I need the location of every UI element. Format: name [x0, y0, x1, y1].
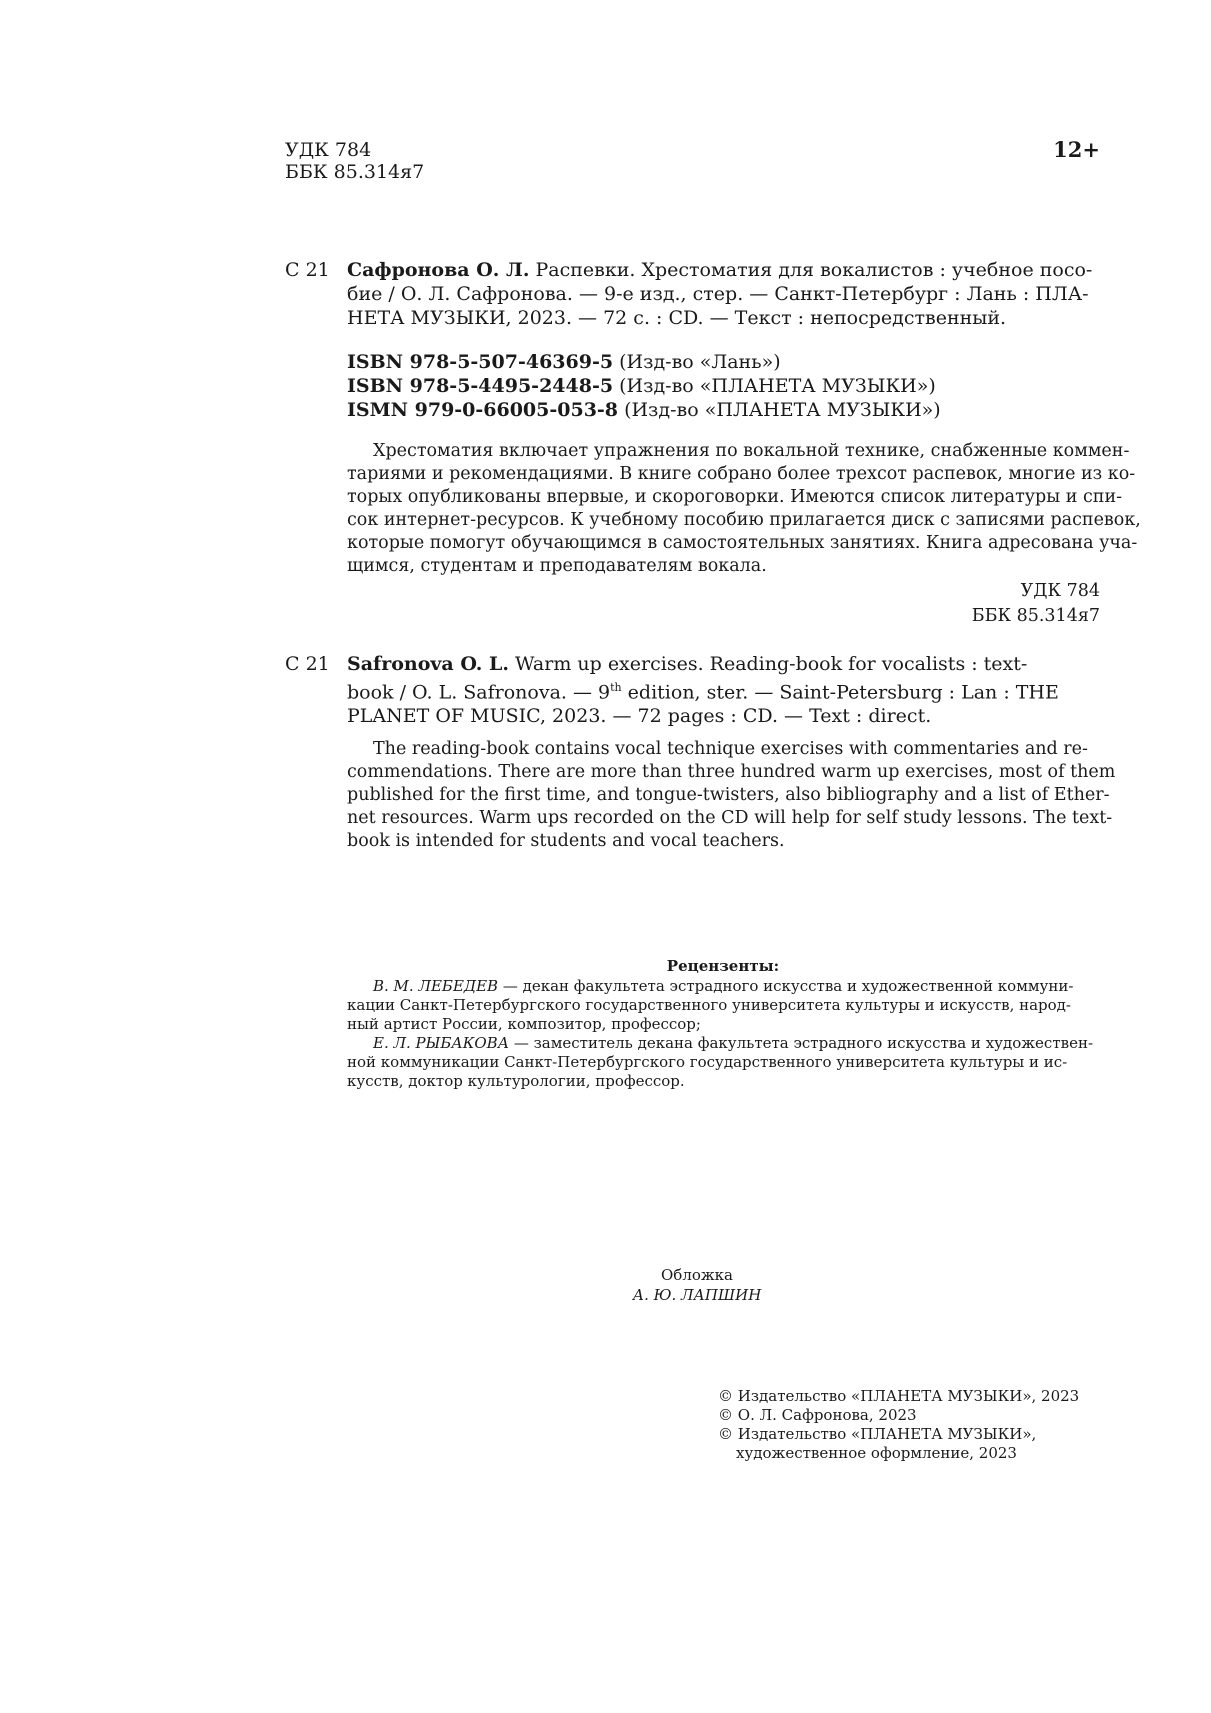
ru-entry-continuation [347, 282, 1099, 330]
reviewer-line: — декан факультета эстрадного искусства и художественной коммуни- [498, 977, 1074, 995]
en-abstract-line: The reading-book contains vocal technique exercises with commentaries and re- [373, 739, 1088, 759]
en-entry-description [347, 652, 1027, 676]
reviewer-1 [373, 977, 1073, 996]
en-abstract [373, 738, 1088, 761]
copyright-line: © О. Л. Сафронова, 2023 [718, 1406, 917, 1424]
en-abstract-line: net resources. Warm ups recorded on the CD will help for self study lessons. The text- [347, 808, 1113, 828]
reviewer-line: — заместитель декана факультета эстрадного искусства и художествен- [509, 1034, 1094, 1052]
reviewer-line: кации Санкт-Петербургского государственного университета культуры и искусств, народ- [347, 996, 1071, 1014]
en-entry-author: Safronova O. L. [347, 653, 509, 675]
en-entry-line2-sup: th [610, 681, 622, 694]
reviewer-line: ный артист России, композитор, профессор; [347, 1015, 701, 1033]
ru-bbk: ББК 85.314я7 [971, 606, 1100, 626]
en-entry-code: С 21 [285, 653, 330, 675]
ru-abstract-line: торых опубликованы впервые, и скороговорки. Имеются список литературы и спи- [347, 487, 1123, 507]
en-entry-line: PLANET OF MUSIC, 2023. — 72 pages : CD. — Text : direct. [347, 705, 932, 728]
ru-abstract-line: Хрестоматия включает упражнения по вокальной технике, снабженные коммен- [373, 441, 1130, 461]
copyright-block [718, 1387, 1079, 1463]
isbn-number: ISBN 978-5-507-46369-5 [347, 351, 614, 373]
ru-entry-line: бие / О. Л. Сафронова. — 9-е изд., стер. — Санкт-Петербург : Лань : ПЛА- [347, 283, 1089, 305]
en-entry-line [347, 676, 1059, 704]
isbn-publisher: (Изд-во «ПЛАНЕТА МУЗЫКИ») [619, 375, 936, 397]
en-abstract-line: book is intended for students and vocal teachers. [347, 831, 785, 851]
reviewer-name: В. М. ЛЕБЕДЕВ [373, 977, 499, 995]
ru-entry-author: Сафронова О. Л. [347, 259, 530, 281]
ru-entry-code: С 21 [285, 259, 330, 281]
isbn-publisher: (Изд-во «Лань») [619, 351, 781, 373]
en-entry-line2-post: edition, ster. — Saint-Petersburg : Lan : THE [621, 681, 1059, 704]
isbn-publisher: (Изд-во «ПЛАНЕТА МУЗЫКИ») [624, 399, 941, 421]
reviewer-line: кусств, доктор культурологии, профессор. [347, 1072, 685, 1090]
isbn-item [347, 350, 941, 374]
reviewer-line: ной коммуникации Санкт-Петербургского государственного университета культуры и ис- [347, 1053, 1068, 1071]
ru-entry-description [347, 258, 1099, 282]
ru-abstract-line: которые помогут обучающимся в самостоятельных занятиях. Книга адресована уча- [347, 533, 1138, 553]
reviewer-2 [373, 1034, 1093, 1053]
copyright-line: художественное оформление, 2023 [736, 1444, 1017, 1462]
bbk-header: ББК 85.314я7 [285, 161, 425, 183]
ru-abstract-line: сок интернет-ресурсов. К учебному пособию прилагается диск с записями распевок, [347, 510, 1141, 530]
en-entry-line2-pre: book / O. L. Safronova. — 9 [347, 681, 611, 704]
isbn-item [347, 398, 941, 422]
copyright-line: © Издательство «ПЛАНЕТА МУЗЫКИ», [718, 1425, 1037, 1443]
en-entry-line: Warm up exercises. Reading-book for vocalists : text- [515, 653, 1028, 675]
ru-abstract-continuation [347, 463, 1141, 578]
ru-entry-line: НЕТА МУЗЫКИ, 2023. — 72 с. : CD. — Текст : непосредственный. [347, 307, 1007, 329]
reviewer-name: Е. Л. РЫБАКОВА [373, 1034, 510, 1052]
en-entry-continuation [347, 676, 1059, 728]
isbn-list [347, 350, 941, 422]
ru-udk: УДК 784 [1020, 581, 1100, 601]
ru-abstract [373, 440, 1129, 463]
en-abstract-continuation [347, 761, 1115, 853]
reviewers-heading: Рецензенты: [666, 957, 780, 975]
cover-label: Обложка [660, 1266, 733, 1284]
udk-header: УДК 784 [285, 139, 372, 161]
isbn-item [347, 374, 941, 398]
copyright-line: © Издательство «ПЛАНЕТА МУЗЫКИ», 2023 [718, 1387, 1080, 1405]
isbn-number: ISBN 978-5-4495-2448-5 [347, 375, 614, 397]
reviewer-1-continuation [347, 996, 1071, 1034]
en-abstract-line: commendations. There are more than three hundred warm up exercises, most of them [347, 762, 1116, 782]
ru-abstract-line: тариями и рекомендациями. В книге собрано более трехсот распевок, многие из ко- [347, 464, 1136, 484]
ru-abstract-line: щимся, студентам и преподавателям вокала. [347, 556, 767, 576]
reviewer-2-continuation [347, 1053, 1067, 1091]
cover-artist: А. Ю. ЛАПШИН [632, 1286, 762, 1304]
age-rating: 12+ [1053, 137, 1100, 162]
ru-entry-line: Распевки. Хрестоматия для вокалистов : учебное посо- [535, 259, 1093, 281]
isbn-number: ISMN 979-0-66005-053-8 [347, 399, 619, 421]
en-abstract-line: published for the first time, and tongue-twisters, also bibliography and a list of Ether- [347, 785, 1110, 805]
